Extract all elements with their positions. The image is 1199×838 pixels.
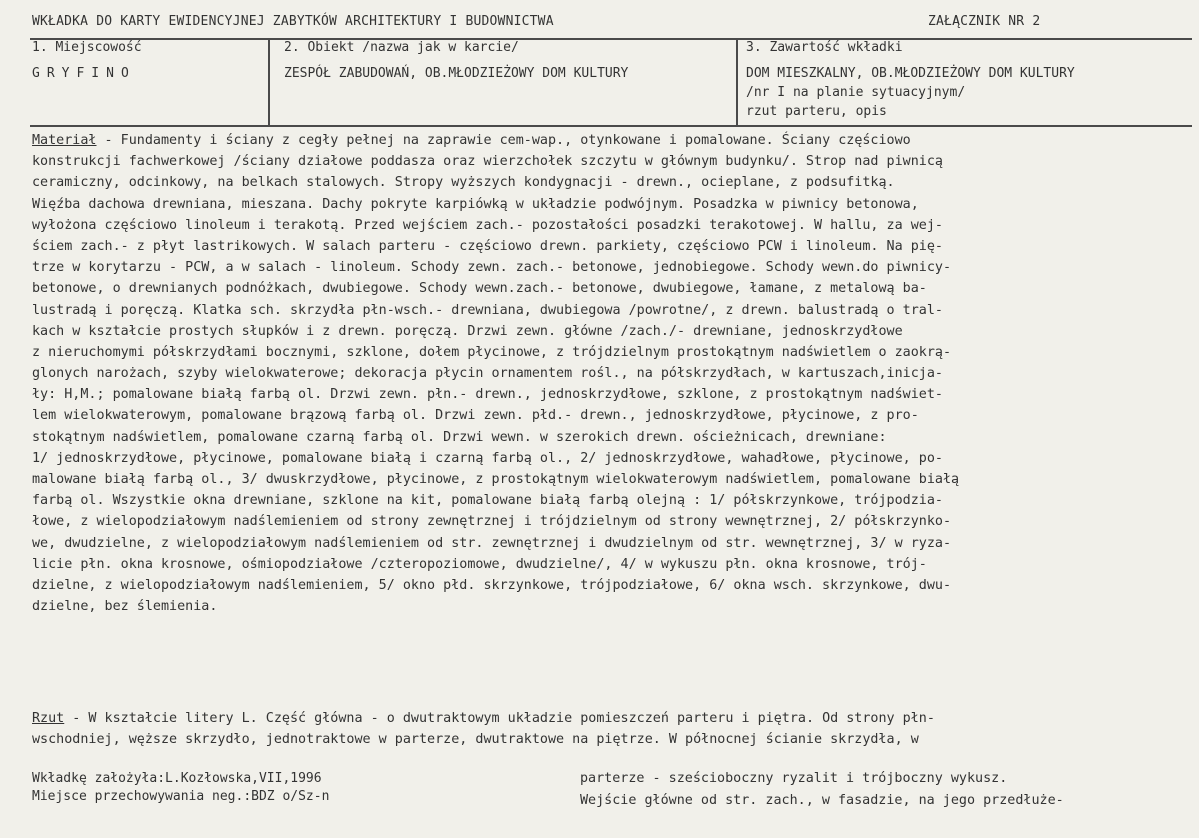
object-label: 2. Obiekt /nazwa jak w karcie/ <box>284 40 519 55</box>
card-header-title: WKŁADKA DO KARTY EWIDENCYJNEJ ZABYTKÓW ARCHITEKTURY I BUDOWNICTWA <box>32 14 554 29</box>
material-heading: Materiał <box>32 133 97 148</box>
material-line: farbą ol. Wszystkie okna drewniane, szklone na kit, pomalowane białą farbą olejną : 1/ półskrzynkowe, trójpodzia- <box>32 493 943 509</box>
material-line: glonych narożach, szyby wielokwaterowe; dekoracja płycin ornamentem rośl., na półskrzydłach, w kartuszach,inicja- <box>32 366 943 382</box>
material-line: ły: H,M.; pomalowane białą farbą ol. Drzwi zewn. płn.- drewn., jednoskrzydłowe, szklone, z prostokątnym nadświet- <box>32 387 943 403</box>
rzut-first-line: Rzut - W kształcie litery L. Część główna - o dwutraktowym układzie pomieszczeń parteru i piętra. Od strony płn- <box>32 711 935 726</box>
locality-value: GRYFINO <box>32 66 136 81</box>
material-line: lem wielokwaterowym, pomalowane brązową farbą ol. Drzwi zewn. płd.- drewn., jednoskrzydłowe, płycinowe, z pro- <box>32 408 919 424</box>
material-line: łowe, z wielopodziałowym nadślemieniem od strony zewnętrznej i trójdzielnym od strony wewnętrznej, 2/ półskrzynko- <box>32 514 952 530</box>
material-line: wyłożona częściowo linoleum i terakotą. Przed wejściem zach.- pozostałości posadzki terakotowej. W hallu, za wej- <box>32 217 943 233</box>
material-line: licie płn. okna krosnowe, ośmiopodziałowe /czteropoziomowe, dwudzielne/, 4/ w wykuszu płn. okna krosnowe, trój- <box>32 556 927 572</box>
table-bottom-rule <box>30 125 1192 127</box>
contents-line: rzut parteru, opis <box>746 104 887 119</box>
material-line: lustradą i poręczą. Klatka sch. skrzydła płn-wsch.- drewniana, dwubiegowa /powrotne/, z drewn. balustradą o tral- <box>32 302 943 318</box>
column-divider-1 <box>268 38 270 126</box>
material-line: ceramiczny, odcinkowy, na belkach stalowych. Stropy wyższych kondygnacji - drewn., ocieplane, z podsufitką. <box>32 175 895 191</box>
negatives-location: Miejsce przechowywania neg.:BDZ o/Sz-n <box>32 789 330 804</box>
material-line: kach w kształcie prostych słupków i z drewn. poręczą. Drzwi zewn. główne /zach./- drewniane, jednoskrzydłowe <box>32 323 903 339</box>
material-line: trze w korytarzu - PCW, a w salach - linoleum. Schody zewn. zach.- betonowe, jednobiegowe. Schody wewn.do piwnicy- <box>32 260 952 276</box>
rzut-line: parterze - sześcioboczny ryzalit i trójboczny wykusz. <box>580 771 1008 786</box>
material-line: z nieruchomymi półskrzydłami bocznymi, szklone, dołem płycinowe, z trójdzielnym prostokątnym nadświetlem o zaokrą- <box>32 344 952 360</box>
material-line: ściem zach.- z płyt lastrikowych. W salach parteru - częściowo drewn. parkiety, częściowo PCW i linoleum. Na pię- <box>32 238 943 254</box>
material-section <box>32 130 1192 617</box>
material-line: Więźba dachowa drewniana, mieszana. Dachy pokryte karpiówką w układzie podwójnym. Posadzka w piwnicy betonowa, <box>32 196 919 212</box>
contents-label: 3. Zawartość wkładki <box>746 40 903 55</box>
material-line: betonowe, o drewnianych podnóżkach, dwubiegowe. Schody wewn.zach.- betonowe, dwubiegowe, łamane, z metalową ba- <box>32 281 927 297</box>
rzut-heading: Rzut <box>32 711 65 726</box>
column-divider-2 <box>736 38 738 126</box>
material-line: konstrukcji fachwerkowej /ściany działowe poddasza oraz wierzchołek szczytu w głównym budynku/. Strop nad piwnicą <box>32 154 943 170</box>
material-line: malowane białą farbą ol., 3/ dwuskrzydłowe, płycinowe, z prostokątnym wielokwaterowym nadświetlem, pomalowane białą <box>32 472 960 487</box>
object-value: ZESPÓŁ ZABUDOWAŃ, OB.MŁODZIEŻOWY DOM KULTURY <box>284 66 629 81</box>
rzut-line: Wejście główne od str. zach., w fasadzie, na jego przedłuże- <box>580 793 1064 808</box>
table-top-rule <box>30 38 1192 40</box>
insert-author: Wkładkę założyła:L.Kozłowska,VII,1996 <box>32 771 322 786</box>
rzut-line: wschodniej, węższe skrzydło, jednotraktowe w parterze, dwutraktowe na piętrze. W północnej ścianie skrzydła, w <box>32 732 919 748</box>
material-line: dzielne, z wielopodziałowym nadślemieniem, 5/ okno płd. skrzynkowe, trójpodziałowe, 6/ okna wsch. skrzynkowe, dwu- <box>32 577 952 593</box>
contents-line: DOM MIESZKALNY, OB.MŁODZIEŻOWY DOM KULTURY <box>746 66 1075 81</box>
material-line: stokątnym nadświetlem, pomalowane czarną farbą ol. Drzwi wewn. w szerokich drewn. ościeżnicach, drewniane: <box>32 429 887 445</box>
material-line: 1/ jednoskrzydłowe, płycinowe, pomalowane białą i czarną farbą ol., 2/ jednoskrzydłowe, wahadłowe, płycinowe, po- <box>32 450 943 466</box>
material-first-line: Materiał - Fundamenty i ściany z cegły pełnej na zaprawie cem-wap., otynkowane i pomalowane. Ściany częściowo <box>32 133 911 148</box>
contents-line: /nr I na planie sytuacyjnym/ <box>746 85 966 100</box>
rzut-section <box>32 708 1192 750</box>
locality-label: 1. Miejscowość <box>32 40 142 55</box>
attachment-number: ZAŁĄCZNIK NR 2 <box>928 14 1041 29</box>
material-line: dzielne, bez ślemienia. <box>32 599 218 615</box>
material-line: we, dwudzielne, z wielopodziałowym nadślemieniem od str. zewnętrznej i dwudzielnym od str. wewnętrznej, 3/ w ryza- <box>32 535 952 551</box>
